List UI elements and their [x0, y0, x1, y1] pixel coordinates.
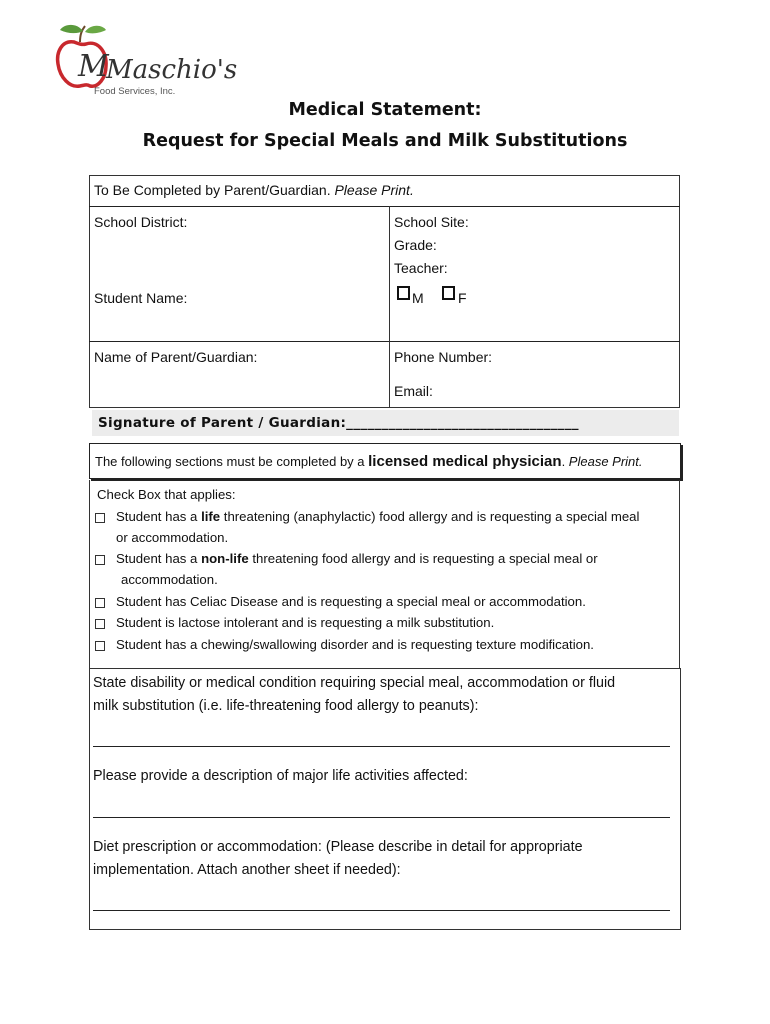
phone-number-field[interactable]: Phone Number:: [394, 349, 493, 365]
answer-line-condition[interactable]: [93, 746, 670, 747]
grade-field[interactable]: Grade:: [394, 237, 437, 253]
table-column-divider: [389, 206, 390, 408]
student-name-field[interactable]: Student Name:: [94, 290, 188, 306]
table-divider: [89, 341, 680, 342]
option-non-life-threatening: Student has a non-life threatening food allergy and is requesting a special meal or: [116, 551, 598, 566]
school-site-field[interactable]: School Site:: [394, 214, 469, 230]
option-lactose: Student is lactose intolerant and is requesting a milk substitution.: [116, 615, 495, 630]
question-life-activities: Please provide a description of major life activities affected:: [93, 768, 468, 784]
answer-line-life-activities[interactable]: [93, 817, 670, 818]
answer-line-diet[interactable]: [93, 910, 670, 911]
lactose-checkbox[interactable]: [95, 619, 105, 629]
checkbox-intro: Check Box that applies:: [97, 487, 236, 502]
option-life-threatening-cont: or accommodation.: [116, 530, 229, 545]
life-threatening-checkbox[interactable]: [95, 513, 105, 523]
non-life-threatening-checkbox[interactable]: [95, 555, 105, 565]
email-field[interactable]: Email:: [394, 383, 433, 399]
parent-section-header: To Be Completed by Parent/Guardian. Please Print.: [94, 182, 414, 198]
page-title-line2: Request for Special Meals and Milk Substitutions: [142, 131, 628, 151]
option-celiac: Student has Celiac Disease and is requesting a special meal or accommodation.: [116, 594, 586, 609]
chewing-swallowing-checkbox[interactable]: [95, 641, 105, 651]
gender-m-checkbox[interactable]: [397, 286, 410, 300]
teacher-field[interactable]: Teacher:: [394, 260, 448, 276]
table-divider: [89, 206, 680, 207]
svg-text:Food Services, Inc.: Food Services, Inc.: [94, 86, 176, 97]
company-logo: [52, 22, 238, 100]
question-diet-line1: Diet prescription or accommodation: (Please describe in detail for appropriate: [93, 839, 583, 855]
physician-section-header: The following sections must be completed by a licensed medical physician. Please Print.: [89, 443, 681, 479]
option-life-threatening: Student has a life threatening (anaphylactic) food allergy and is requesting a special meal: [116, 509, 640, 524]
celiac-checkbox[interactable]: [95, 598, 105, 608]
question-condition-line1: State disability or medical condition requiring special meal, accommodation or fluid: [93, 675, 616, 691]
signature-label: Signature of Parent / Guardian:_________________________________: [98, 415, 579, 431]
svg-text:M: M: [78, 49, 109, 84]
gender-f-label: F: [458, 290, 467, 306]
gender-f-checkbox[interactable]: [442, 286, 455, 300]
page-title-line1: Medical Statement:: [288, 100, 482, 120]
signature-row[interactable]: [92, 410, 679, 436]
parent-name-field[interactable]: Name of Parent/Guardian:: [94, 349, 258, 365]
option-chewing-swallowing: Student has a chewing/swallowing disorder and is requesting texture modification.: [116, 637, 594, 652]
gender-m-label: M: [412, 290, 424, 306]
question-condition-line2: milk substitution (i.e. life-threatening food allergy to peanuts):: [93, 698, 479, 714]
question-diet-line2: implementation. Attach another sheet if needed):: [93, 862, 401, 878]
option-non-life-threatening-cont: accommodation.: [121, 572, 218, 587]
school-district-field[interactable]: School District:: [94, 214, 188, 230]
svg-text:Maschio's: Maschio's: [106, 55, 238, 85]
